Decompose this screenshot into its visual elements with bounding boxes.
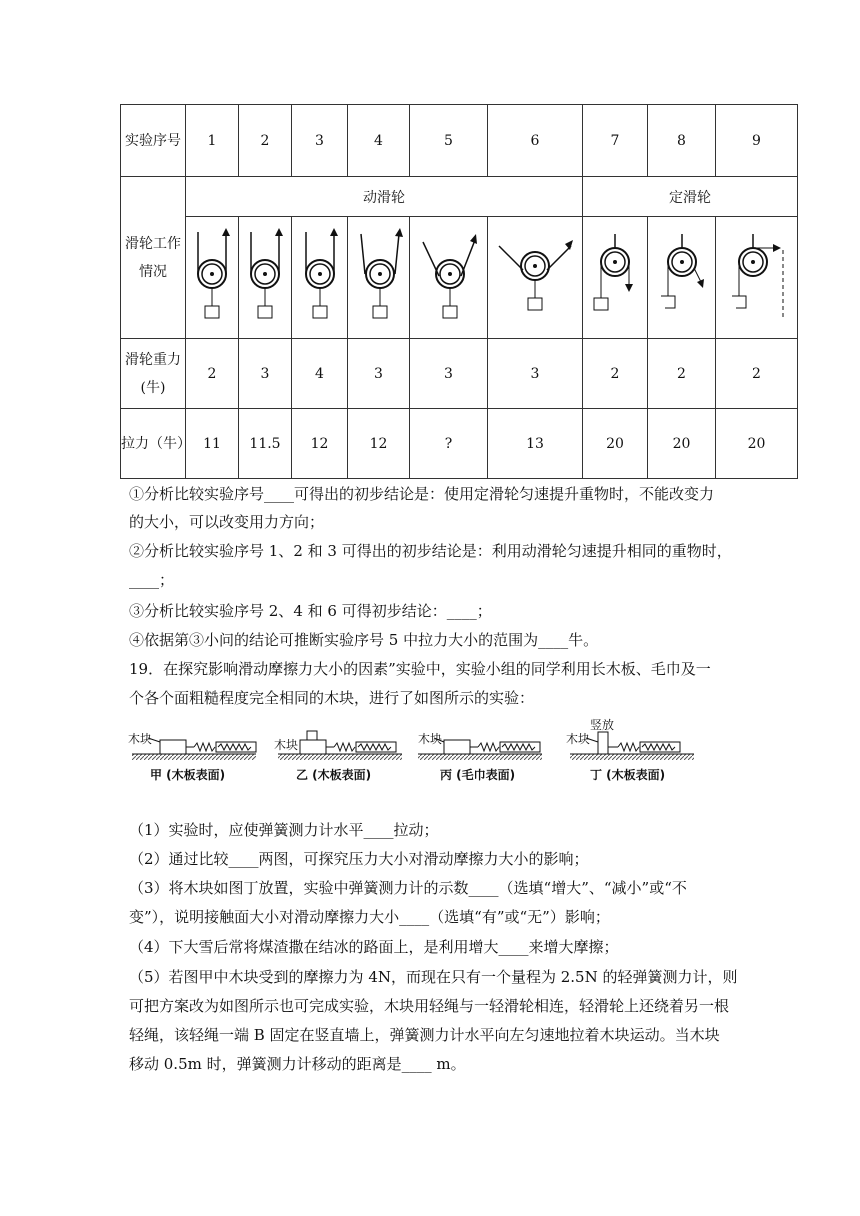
figure-caption: 丁 (木板表面) <box>590 768 666 782</box>
seq-cell: 3 <box>292 105 348 177</box>
force-cell: 13 <box>488 409 583 479</box>
q18-line: 的大小，可以改变用力方向； <box>129 513 325 531</box>
force-cell: 11 <box>186 409 239 479</box>
force-cell: 20 <box>648 409 716 479</box>
q19-line: 个各个面粗糙程度完全相同的木块，进行了如图所示的实验： <box>129 689 535 707</box>
q19-part: 轻绳，该轻绳一端 B 固定在竖直墙上，弹簧测力计水平向左匀速地拉着木块运动。当木块 <box>129 1026 720 1044</box>
block-label: 木块 <box>566 732 591 746</box>
q19-part: （2）通过比较____两图，可探究压力大小对滑动摩擦力大小的影响； <box>129 850 589 868</box>
friction-experiment-figure <box>128 718 698 788</box>
q19-part: （4）下大雪后常将煤渣撒在结冰的路面上，是利用增大____来增大摩擦； <box>129 938 619 956</box>
figure-caption: 丙 (毛巾表面) <box>440 768 516 782</box>
seq-cell: 2 <box>239 105 292 177</box>
force-cell: 12 <box>292 409 348 479</box>
pulley-diagram <box>186 217 239 339</box>
q18-line: ①分析比较实验序号____可得出的初步结论是：使用定滑轮匀速提升重物时，不能改变力 <box>129 485 715 503</box>
seq-cell: 1 <box>186 105 239 177</box>
group-fixed: 定滑轮 <box>583 177 798 217</box>
q18-line: ____； <box>129 571 175 589</box>
weight-cell: 2 <box>583 339 648 409</box>
pulley-diagram <box>410 217 488 339</box>
block-label: 木块 <box>128 732 153 746</box>
group-movable: 动滑轮 <box>186 177 583 217</box>
q19-part: （3）将木块如图丁放置，实验中弹簧测力计的示数____（选填“增大”、“减小”或“不 <box>129 879 687 897</box>
weight-cell: 3 <box>488 339 583 409</box>
weight-cell: 2 <box>186 339 239 409</box>
weight-cell: 2 <box>648 339 716 409</box>
seq-cell: 6 <box>488 105 583 177</box>
force-cell: 11.5 <box>239 409 292 479</box>
row-weights <box>121 339 798 409</box>
seq-cell: 5 <box>410 105 488 177</box>
q18-line: ④依据第③小问的结论可推断实验序号 5 中拉力大小的范围为____牛。 <box>129 631 599 649</box>
row-pulley-diagrams <box>121 217 798 339</box>
q19-line: 19．在探究影响滑动摩擦力大小的因素”实验中，实验小组的同学利用长木板、毛巾及一 <box>129 660 711 678</box>
q19-part: （5）若图甲中木块受到的摩擦力为 4N，而现在只有一个量程为 2.5N 的轻弹簧测力计，则 <box>129 968 738 986</box>
experiment-table <box>120 104 798 479</box>
force-cell: 20 <box>583 409 648 479</box>
pulley-diagram <box>716 217 798 339</box>
weight-cell: 3 <box>410 339 488 409</box>
q19-part: 可把方案改为如图所示也可完成实验，木块用轻绳与一轻滑轮相连，轻滑轮上还绕着另一根 <box>129 997 730 1015</box>
q18-line: ③分析比较实验序号 2、4 和 6 可得初步结论：____； <box>129 602 492 620</box>
row-head-pulley: 滑轮工作情况 <box>121 177 186 339</box>
weight-cell: 3 <box>239 339 292 409</box>
row-head-weight: 滑轮重力(牛) <box>121 339 186 409</box>
row-forces <box>121 409 798 479</box>
q18-line: ②分析比较实验序号 1、2 和 3 可得出的初步结论是：利用动滑轮匀速提升相同的重物时， <box>129 542 732 560</box>
block-label: 木块 <box>274 738 299 752</box>
figure-caption: 乙 (木板表面) <box>296 768 372 782</box>
q19-part: （1）实验时，应使弹簧测力计水平____拉动； <box>129 821 439 839</box>
pulley-diagram <box>348 217 410 339</box>
row-sequence <box>121 105 798 177</box>
pulley-diagram <box>292 217 348 339</box>
pulley-diagram <box>648 217 716 339</box>
force-cell: 20 <box>716 409 798 479</box>
pulley-diagram <box>239 217 292 339</box>
row-groups <box>121 177 798 217</box>
force-cell: ? <box>410 409 488 479</box>
seq-cell: 4 <box>348 105 410 177</box>
row-head-sequence: 实验序号 <box>121 105 186 177</box>
weight-cell: 3 <box>348 339 410 409</box>
upright-label: 竖放 <box>590 718 615 732</box>
weight-cell: 4 <box>292 339 348 409</box>
block-label: 木块 <box>418 732 443 746</box>
q19-part: 变”），说明接触面大小对滑动摩擦力大小____（选填“有”或“无”）影响； <box>129 908 610 926</box>
row-head-force: 拉力（牛） <box>121 409 186 479</box>
seq-cell: 9 <box>716 105 798 177</box>
q19-part: 移动 0.5m 时，弹簧测力计移动的距离是____ m。 <box>129 1055 466 1073</box>
weight-cell: 2 <box>716 339 798 409</box>
seq-cell: 7 <box>583 105 648 177</box>
figure-caption: 甲 (木板表面) <box>150 768 226 782</box>
pulley-diagram <box>583 217 648 339</box>
seq-cell: 8 <box>648 105 716 177</box>
force-cell: 12 <box>348 409 410 479</box>
pulley-diagram <box>488 217 583 339</box>
